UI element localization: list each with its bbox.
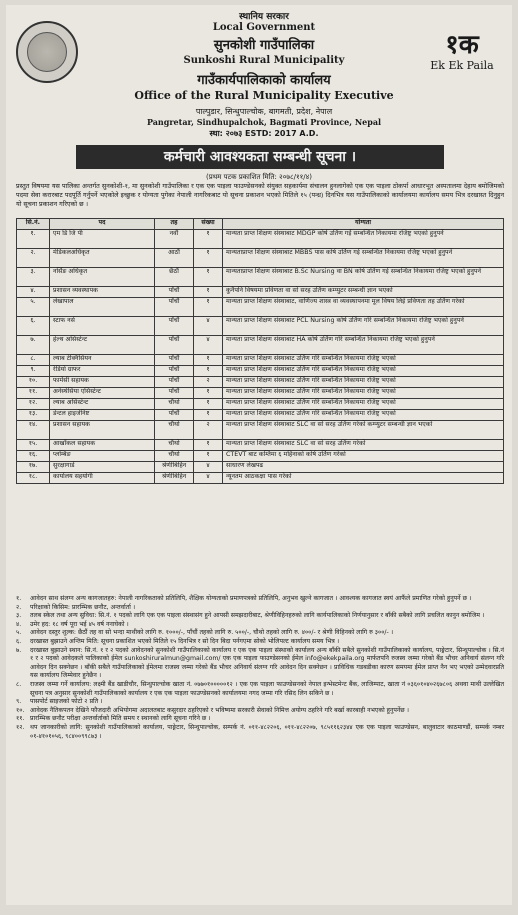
municipality-name-ne: सुनकोशी गाउँपालिका (213, 38, 315, 53)
address-en: Pangretar, Sindhupalchok, Bagmati Province, Nepal (146, 117, 382, 127)
header-level: तह (155, 219, 194, 230)
condition-text: तलब स्केल तथा अन्य सुविधा: सि.नं. १ पदको लागि एक एक पाइला संस्थासंग हुने आपसी समझदारीबाट, श्रेणीविहिनहरुको लागि कार्यपालिकाको निर्णयानुसार र बाँकी सबैको लागि प्रचलित कानुन बमोजिम । (30, 612, 485, 620)
cell-sn: ३. (17, 268, 50, 287)
municipality-emblem-logo (16, 21, 78, 83)
cell-level: पाँचौं (155, 388, 194, 399)
cell-qualification: मान्यता प्राप्त शिक्षण संस्थाबाट उर्तिण गरि सम्बन्धित निकायमा रजिष्ट्र भएको (223, 355, 504, 366)
cell-qualification: मान्यता प्राप्त शिक्षण संस्थाबाट उर्तिण गरि सम्बन्धित निकायमा रजिष्ट्र भएको (223, 377, 504, 388)
cell-post: नर्सिङ अधिकृत (50, 268, 155, 287)
cell-level: नवौं (155, 230, 194, 249)
condition-text: पासपोर्ट साइजको फोटो २ प्रति । (30, 698, 103, 706)
cell-post: रेडियो ग्राफर (50, 366, 155, 377)
cell-post: ल्याब असिस्टेन्ट (50, 399, 155, 410)
condition-text: परिक्षाको किसिम: प्रारम्भिक छनौट, अन्तर्वार्ता । (30, 603, 136, 611)
cell-post: सुरक्षागार्ड (50, 462, 155, 473)
cell-qualification: मान्यता प्राप्त शिक्षण संस्थाबाट MDGP कोर्ष उर्तिण गर्ई सम्बन्धित निकायमा रजिष्ट्र भएको हुनुपर्ने (223, 230, 504, 249)
condition-item (16, 698, 504, 707)
notice-intro: प्रस्तुत विषयमा यस पालिका अन्तर्गत सुनकोशी-१, मा सुनकोशी गाउँपालिका र एक एक पाइला फाउण्डेसनको संयुक्त सहकार्यमा संचालन हुनलागेको एक एक पाइला ठोकर्पा आधारभूत अस्पतालमा देहाय बमोजिमको पदमा सेवा करारबाट पदपूर्ति गर्नुपर्ने भएकोले इच्छुक र योग्यता पुगेका नेपाली नागरिकबाट यो सूचना प्रकाशन भएको मितिले १५ (पन्ध्र) दिनभित्र यस गाउँपालिकाको कार्यालयमा कार्यालय समय भित्र दरखास्त दिनुहुन यो सूचना प्रकाशन गरिएको छ । (16, 182, 504, 208)
cell-post: आखाँकल सहायक (50, 440, 155, 451)
condition-item (16, 629, 504, 638)
cell-post: फार्मेसी सहायक (50, 377, 155, 388)
condition-item (16, 715, 504, 724)
cell-level: पाँचौं (155, 298, 194, 317)
condition-number: ४. (16, 620, 22, 628)
cell-level: पाँचौं (155, 355, 194, 366)
cell-post: अनेस्थेसिया एसिस्टेन्ट (50, 388, 155, 399)
cell-qualification: मान्यता प्राप्त शिक्षण संस्थाबाट SLC वा सो सरह उर्तिण गरेको कम्प्युटर सम्बन्धी ज्ञान भएको (223, 421, 504, 440)
cell-level: श्रेणीबिहिन (155, 473, 194, 484)
condition-number: १. (16, 595, 22, 602)
cell-sn: ५. (17, 298, 50, 317)
condition-number: ५. (16, 629, 22, 637)
cell-post: प्लम्बिङ (50, 451, 155, 462)
table-row (17, 440, 504, 451)
cell-level: पाँचौं (155, 366, 194, 377)
condition-number: ६. (16, 637, 22, 645)
cell-qualification: मान्यता प्राप्त शिक्षण संस्थाबाट SLC वा सो सरह उर्तिण गरेको (223, 440, 504, 451)
cell-count: ४ (194, 317, 223, 336)
cell-count: १ (194, 399, 223, 410)
table-row (17, 355, 504, 366)
office-name-ne: गाउँकार्यपालिकाको कार्यालय (197, 73, 331, 88)
header-qualification: योग्यता (223, 219, 504, 230)
cell-post: डेन्टल हाइजेनिष्ट (50, 410, 155, 421)
cell-post: ल्याब टेक्निसियन (50, 355, 155, 366)
local-government-en: Local Government (212, 22, 316, 33)
cell-qualification: न्यूनतम आठकक्षा पास गरेको (223, 473, 504, 484)
table-header-row (17, 219, 504, 230)
cell-sn: १२. (17, 399, 50, 410)
cell-post: लेखापाल (50, 298, 155, 317)
cell-count: १ (194, 440, 223, 451)
cell-post: हेल्थ असिस्टेन्ट (50, 336, 155, 355)
cell-sn: १३. (17, 410, 50, 421)
condition-text: आवेदन दस्तुर शुल्क: छैठौं तह वा सो भन्दा माथीको लागि रु. १०००/-, पाँचौं तहको लागि रु. ५००/-, चौथो तहको लागि रु. ४००/- र श्रेणी विहिनको लागि रु ३००/- । (30, 629, 394, 637)
cell-post: कार्यालय सहयोगी (50, 473, 155, 484)
cell-qualification: मान्यताप्राप्त शिक्षण संस्थाबाट B.Sc Nursing वा BN कोर्ष उर्तिण गई सम्बन्धित निकायमा रजिष्ट्र भएको हुनुपर्ने (223, 268, 504, 287)
cell-sn: १८. (17, 473, 50, 484)
cell-sn: १४. (17, 421, 50, 440)
cell-sn: ८. (17, 355, 50, 366)
condition-item (16, 595, 504, 604)
condition-number: ३. (16, 612, 22, 620)
conditions-list (16, 595, 504, 741)
cell-level: आठौं (155, 249, 194, 268)
condition-text: राजस्व जम्मा गर्ने कार्यालय: लक्ष्मी बैंड खाडीचौर, सिन्धुपाल्चोक खाता नं. ०७७०१०००००१२ । एक एक पाइला फाउण्डेसनको नेपाल इन्भेस्टमेन्ट बैंक, लाजिम्पाट, खाता नं ०३६०१०४०२६७८०६ अथवा माथी उल्लेखित सूचना पत्र अनुसार सुनकोशी गाउँपालिकाको कार्यालय र एक एक पाइला फाउण्डेसनको कार्यालयमा नगद जम्मा गरि रसिद लिन सकिने छ । (30, 680, 504, 697)
vacancy-table (16, 218, 504, 484)
established-date: स्था: २०७३ ESTD: 2017 A.D. (209, 129, 319, 138)
condition-number: २. (16, 603, 22, 611)
condition-text: आवेदक नैतिकपतन देखिने फौजदारी अभियोगमा अदालतबाट कसुरदार ठहरिएको र भविष्यमा सरकारी सेवाको निमित्त अयोग्य ठहरिने गरि बर्खा कारबाही नभएको हुनुपर्नेछ । (30, 706, 409, 714)
cell-level: श्रेणीबिहिन (155, 462, 194, 473)
cell-level: चौथो (155, 399, 194, 410)
cell-sn: २. (17, 249, 50, 268)
table-row (17, 473, 504, 484)
header-post: पद (50, 219, 155, 230)
table-row (17, 451, 504, 462)
condition-number: ९. (16, 698, 22, 706)
table-row (17, 298, 504, 317)
condition-item (16, 681, 504, 698)
condition-text: उमेर हद: १८ वर्ष पूरा भई ४५ वर्ष ननाघेको । (30, 620, 129, 628)
cell-count: १ (194, 249, 223, 268)
cell-qualification: मान्यता प्राप्त शिक्षण संस्थाबाट, वाणिज्य शास्त्र वा व्यवस्थापनमा मूल विषय लिई प्रविणता तह उर्तिण गरेको (223, 298, 504, 317)
notice-title: कर्मचारी आवश्यकता सम्बन्धी सूचना । (76, 145, 444, 169)
address-ne: पाल्पुडार, सिन्धुपाल्चोक, बागमती, प्रदेश, नेपाल (195, 107, 333, 116)
cell-sn: ११. (17, 388, 50, 399)
table-row (17, 366, 504, 377)
emblem-inner-icon (27, 32, 67, 72)
condition-item (16, 604, 504, 613)
table-row (17, 462, 504, 473)
header-sn: सि.नं. (17, 219, 50, 230)
cell-qualification: मान्यता प्राप्त शिक्षण संस्थाबाट PCL Nursing कोर्ष उर्तिण गरि सम्बन्धित निकायमा रजिष्ट्र भएको हुनुपर्ने (223, 317, 504, 336)
cell-level: पाँचौं (155, 287, 194, 298)
table-row (17, 421, 504, 440)
table-row (17, 287, 504, 298)
cell-level: पाँचौं (155, 377, 194, 388)
cell-count: ४ (194, 336, 223, 355)
cell-level: चौथो (155, 451, 194, 462)
condition-text: दरखास्त बुझाउने अन्तिम मिति: सूचना प्रकाशित भएको मितिले १५ दिनभित्र र सो दिन बिदा पर्नगएमा सोको भोलिपल्ट कार्यालय समय भित्र । (30, 637, 340, 645)
condition-item (16, 724, 504, 741)
cell-count: ४ (194, 473, 223, 484)
condition-item (16, 647, 504, 681)
cell-post: प्रशासन व्यवस्थापक (50, 287, 155, 298)
cell-level: पाँचौं (155, 317, 194, 336)
condition-number: १२. (16, 723, 25, 731)
footprint-mark-icon: १क (445, 30, 479, 60)
condition-number: ७. (16, 646, 22, 654)
condition-number: ११. (16, 715, 25, 723)
condition-item (16, 612, 504, 621)
cell-count: १ (194, 388, 223, 399)
cell-count: १ (194, 230, 223, 249)
cell-post: स्टाफ नर्स (50, 317, 155, 336)
local-government-ne: स्थानिय सरकार (239, 12, 289, 22)
municipality-name-en: Sunkoshi Rural Municipality (183, 55, 345, 66)
table-row (17, 249, 504, 268)
cell-post: प्रशासन सहायक (50, 421, 155, 440)
table-row (17, 388, 504, 399)
cell-count: १ (194, 410, 223, 421)
cell-count: २ (194, 377, 223, 388)
ek-ek-paila-logo (422, 31, 502, 72)
table-row (17, 377, 504, 388)
condition-item (16, 638, 504, 647)
condition-text: प्रारम्भिक छनौट परीक्षा अन्तर्वार्ताको मिति समय र स्थानको लागि सूचना गरिने छ । (30, 715, 211, 723)
cell-qualification: मान्यताप्राप्त शिक्षण संस्थाबाट MBBS पास कोर्ष उर्तिण गई सम्बन्धित निकायमा रजिष्ट्र भएको हुनुपर्ने (223, 249, 504, 268)
cell-count: १ (194, 298, 223, 317)
cell-sn: ७. (17, 336, 50, 355)
cell-qualification: CTEVT बाट कम्तिमा ६ महिनाको कोर्ष उर्तिण गरेको (223, 451, 504, 462)
publish-date: (प्रथम पटक प्रकाशित मिति: २०७८/११/४) (206, 173, 312, 181)
cell-count: १ (194, 355, 223, 366)
cell-count: १ (194, 451, 223, 462)
table-row (17, 410, 504, 421)
condition-text: आवेदन साथ संलग्न अन्य कागजातहरु: नेपाली नागरिकताको प्रतिलिपि, शैक्षिक योग्यताको प्रमाणपत्रको प्रतिलिपि, अनुभव खुल्ने कागजात । आवश्यक कागजात स्वयं आफैंले प्रमाणित गरेको हुनुपर्ने छ । (30, 595, 472, 602)
cell-sn: १६. (17, 451, 50, 462)
condition-text: दरखास्त बुझाउने स्थान: सि.नं. १ र २ पदको आवेदनको सुनकोशी गाउँपालिकाको कार्यालय र एक एक पाइला संस्थाको कार्यालय अन्य बाँकी सबैले सुनकोशी गाउँपालिकाको कार्यालय, पाङ्गेटार, सिन्धुपाल्चोक । सि.नं १ र २ पदको आवेदकले पालिकाको ईमेल sunkoshiruralmun@gmail.com/ एक एक पाइला फाउण्डेसनको ईमेल info@ekekpaila.org मार्फतपनि रुजस्व जम्मा गरेको बैंड भौचर अनिवार्य संलग्न गरि आवेदन दिन सक्नेछन । बाँकी सबैले गाउँपालिकाको ईमेलमा राजस्व जम्मा गरेको बैंड भौचर अनिवार्य संलग्न गरि आवेदन दिन सक्नेछन । प्राविधिक गडबडीका कारण समयमा ईमेल प्राप्त नैन भए भएको उम्मेदवारप्रति यस कार्यालय जिम्मेवार हुनेछैन । (30, 646, 504, 680)
cell-sn: १७. (17, 462, 50, 473)
cell-post: मेडिकलअधिकृत (50, 249, 155, 268)
header-count: संख्या (194, 219, 223, 230)
cell-sn: १५. (17, 440, 50, 451)
condition-number: ८. (16, 680, 22, 688)
table-row (17, 317, 504, 336)
cell-qualification: साधारण लेखपढ (223, 462, 504, 473)
table-row (17, 336, 504, 355)
cell-sn: १. (17, 230, 50, 249)
cell-level: छैठौं (155, 268, 194, 287)
cell-level: पाँचौं (155, 336, 194, 355)
office-name-en: Office of the Rural Municipality Executive (134, 89, 394, 102)
cell-count: १ (194, 366, 223, 377)
cell-qualification: मान्यता प्राप्त शिक्षण संस्थाबाट उर्तिण गरि सम्बन्धित निकायमा रजिष्ट्र भएको (223, 399, 504, 410)
cell-qualification: मान्यता प्राप्त शिक्षण संस्थाबाट उर्तिण गरि सम्बन्धित निकायमा रजिष्ट्र भएको (223, 410, 504, 421)
condition-number: १०. (16, 706, 25, 714)
cell-sn: १०. (17, 377, 50, 388)
notice-page (6, 5, 512, 905)
condition-text: थप जानकारीको लागि: सुनकोशी गाउँपालिकाको कार्यालय, पाङ्गेटार, सिन्धुपाल्चोक, सम्पर्क नं. ०११-४८२२०६, ०११-४८२२०७, ९८५११६२३४४ एक एक पाइला फाउण्डेसन, बालुवाटार काठमाण्डौं, सम्पर्क नम्बर ०१-४१०१०५६, ९८४००९९८७३ । (30, 723, 504, 740)
cell-qualification: मान्यता प्राप्त शिक्षण संस्थाबाट उर्तिण गरि सम्बन्धित निकायमा रजिष्ट्र भएको (223, 366, 504, 377)
cell-count: ४ (194, 462, 223, 473)
cell-level: चौथो (155, 421, 194, 440)
cell-count: २ (194, 421, 223, 440)
cell-sn: ६. (17, 317, 50, 336)
partner-logo-text: Ek Ek Paila (430, 59, 494, 72)
cell-count: १ (194, 287, 223, 298)
cell-qualification: मान्यता प्राप्त शिक्षण संस्थाबाट HA कोर्ष उर्तिण गरि सम्बन्धित निकायमा रजिष्ट्र भएको हुनुपर्ने (223, 336, 504, 355)
cell-count: १ (194, 268, 223, 287)
table-row (17, 268, 504, 287)
cell-sn: ४. (17, 287, 50, 298)
table-row (17, 230, 504, 249)
cell-qualification: कुनैपनि विषयमा प्रविणता वा सो सरह उर्तिण कम्प्युटर सम्बन्धी ज्ञान भएको (223, 287, 504, 298)
cell-level: पाँचौं (155, 410, 194, 421)
table-row (17, 399, 504, 410)
cell-level: चौथो (155, 440, 194, 451)
cell-post: एम डि जि पी (50, 230, 155, 249)
cell-qualification: मान्यता प्राप्त शिक्षण संस्थाबाट उर्तिण गरि सम्बन्धित निकायमा रजिष्ट्र भएको (223, 388, 504, 399)
cell-sn: ९. (17, 366, 50, 377)
